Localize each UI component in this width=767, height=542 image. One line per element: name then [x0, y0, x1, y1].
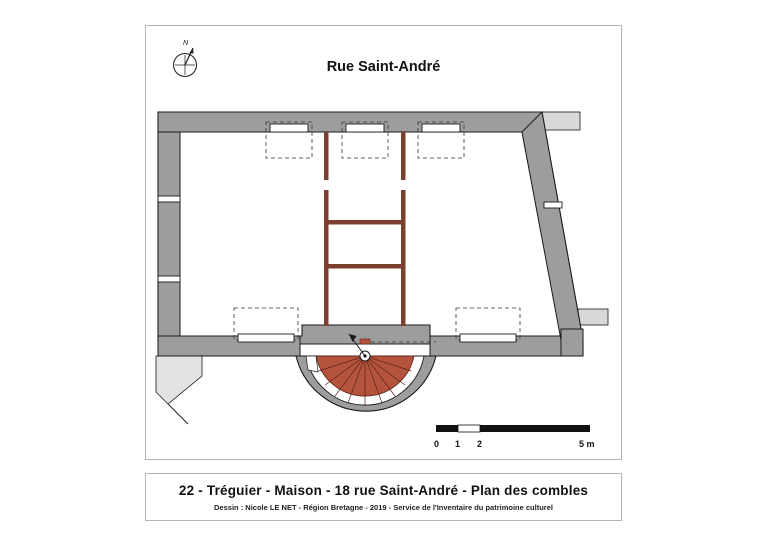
plan-credit: Dessin : Nicole LE NET - Région Bretagne - 2019 - Service de l'Inventaire du patrimoine culturel — [214, 502, 553, 512]
title-block — [145, 473, 622, 521]
scale-bar-graphic — [436, 421, 601, 437]
threshold-marker — [360, 339, 370, 344]
scale-tick-1: 1 — [455, 439, 461, 449]
scale-tick-0: 0 — [434, 439, 440, 449]
scale-tick-5m: 5 m — [579, 439, 595, 449]
street-label: Rue Saint-André — [326, 59, 441, 75]
plan-frame — [145, 25, 622, 460]
north-label: N — [183, 40, 189, 47]
scale-tick-labels — [436, 439, 601, 453]
scale-bar — [436, 421, 601, 459]
building-walls — [158, 112, 583, 356]
plan-title: 22 - Tréguier - Maison - 18 rue Saint-André - Plan des combles — [178, 482, 589, 498]
attic-floor-plan — [146, 26, 623, 461]
scale-tick-2: 2 — [477, 439, 483, 449]
